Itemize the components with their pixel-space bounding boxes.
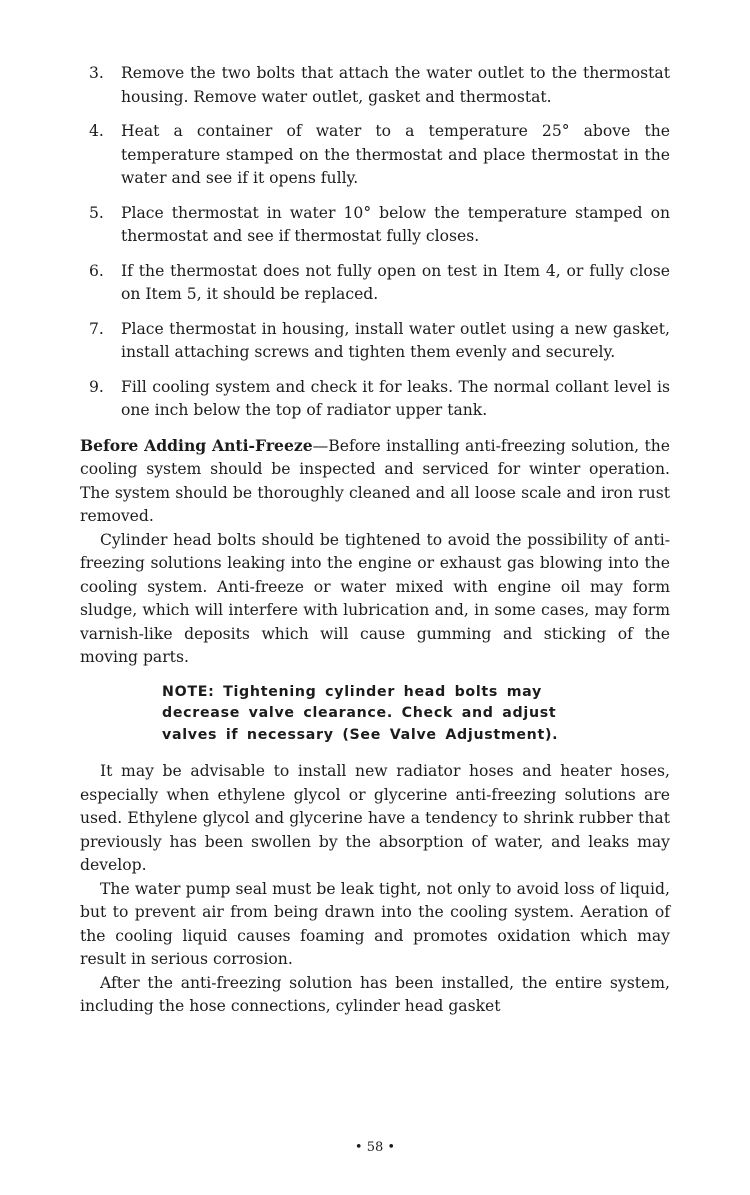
step-number: 9. <box>89 377 104 396</box>
step-number: 4. <box>89 122 104 140</box>
step-text: Remove the two bolts that attach the water outlet to the thermostat housing. Remove water outlet, gasket and thermostat. <box>121 64 670 106</box>
step-number: 3. <box>89 64 104 82</box>
step-number: 5. <box>89 203 104 222</box>
manual-page <box>80 62 670 1019</box>
cylinder-head-paragraph: Cylinder head bolts should be tightened to avoid the possibility of anti-freezing solutions leaking into the engine or exhaust gas blowing into the cooling system. Anti-freeze or water mixed with engine oil may form sludge, which will interfere with lubrication and, in some cases, may form varnish-like deposits which will cause gumming and sticking of the moving parts. <box>80 530 670 666</box>
anti-freeze-intro-paragraph <box>80 434 670 529</box>
hoses-paragraph: It may be advisable to install new radiator hoses and heater hoses, especially when ethylene glycol or glycerine anti-freezing solutions are used. Ethylene glycol and glycerine have a tendency to shrink rubber that previously has been swollen by the absorption of water, and leaks may develop. <box>80 762 670 875</box>
step-5 <box>80 202 670 249</box>
step-text: Place thermostat in water 10° below the temperature stamped on thermostat and see if thermostat fully closes. <box>121 203 670 245</box>
valve-clearance-note: NOTE: Tightening cylinder head bolts may decrease valve clearance. Check and adjust valves if necessary (See Valve Adjustment). <box>162 683 559 743</box>
step-text: Place thermostat in housing, install water outlet using a new gasket, install attaching screws and tighten them evenly and securely. <box>121 319 670 361</box>
step-6 <box>80 260 670 307</box>
step-4 <box>80 120 670 191</box>
step-text: Fill cooling system and check it for leaks. The normal collant level is one inch below the top of radiator upper tank. <box>121 377 670 419</box>
step-7 <box>80 318 670 365</box>
after-installation-paragraph: After the anti-freezing solution has been installed, the entire system, including the hose connections, cylinder head gasket <box>80 973 670 1016</box>
water-pump-paragraph: The water pump seal must be leak tight, not only to avoid loss of liquid, but to prevent air from being drawn into the cooling system. Aeration of the cooling liquid causes foaming and promotes oxidation which may result in serious corrosion. <box>80 879 670 969</box>
step-text: If the thermostat does not fully open on test in Item 4, or fully close on Item 5, it should be replaced. <box>121 261 670 303</box>
step-number: 6. <box>89 261 104 280</box>
step-3 <box>80 62 670 109</box>
step-list <box>80 62 670 423</box>
step-number: 7. <box>89 319 104 338</box>
anti-freeze-intro-text: —Before installing anti-freezing solution, the cooling system should be inspected and serviced for winter operation. The system should be thoroughly cleaned and all loose scale and iron rust removed. <box>80 436 670 525</box>
section-lead-heading: Before Adding Anti-Freeze <box>80 435 313 455</box>
step-9 <box>80 376 670 423</box>
page-number: • 58 • <box>354 1140 396 1155</box>
step-text: Heat a container of water to a temperature 25° above the temperature stamped on the thermostat and place thermostat in the water and see if it opens fully. <box>121 122 670 187</box>
